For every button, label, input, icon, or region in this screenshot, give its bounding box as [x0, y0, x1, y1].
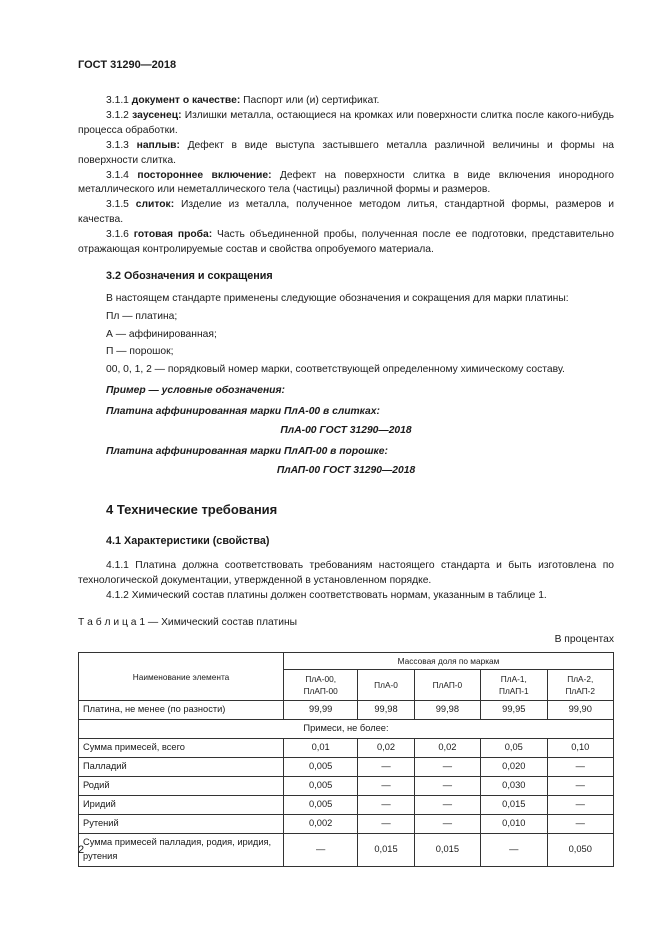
value-cell: —: [358, 776, 414, 795]
value-cell: 0,002: [284, 814, 358, 833]
value-cell: 0,02: [358, 738, 414, 757]
definition-text: Дефект на поверхности слитка в виде включения инородного металлического или неметаллического тела (частицы) различной формы и размеров.: [78, 169, 614, 196]
example-2-label: Платина аффинированная марки ПлАП-00 в порошке:: [106, 446, 388, 458]
example-title: Пример — условные обозначения:: [106, 385, 285, 397]
table-row: [79, 833, 614, 866]
section-3-2-intro: В настоящем стандарте применены следующие обозначения и сокращения для марки платины:: [106, 292, 569, 304]
section-3-2-title: 3.2 Обозначения и сокращения: [106, 270, 273, 283]
grade-header: ПлА-2, ПлАП-2: [547, 670, 613, 701]
abbreviation-line: П — порошок;: [106, 346, 174, 358]
definition-3.1.1: [78, 94, 614, 109]
definition-number: 3.1.5: [106, 199, 129, 211]
value-cell: 0,005: [284, 757, 358, 776]
grade-header: ПлА-1, ПлАП-1: [481, 670, 547, 701]
table-body: [79, 701, 614, 866]
element-name: Иридий: [79, 795, 284, 814]
chemical-composition-table: [78, 652, 614, 866]
impurities-header-row: [79, 720, 614, 738]
document-page: [78, 58, 614, 867]
impurities-header: Примеси, не более:: [79, 720, 614, 738]
grade-header: ПлАП-0: [414, 670, 480, 701]
value-cell: 0,005: [284, 795, 358, 814]
value-cell: —: [414, 757, 480, 776]
value-cell: 99,98: [414, 701, 480, 720]
table-head-group: Массовая доля по маркам: [284, 653, 614, 670]
table-row: [79, 795, 614, 814]
value-cell: —: [481, 833, 547, 866]
abbreviations-list: [78, 310, 614, 379]
definition-term: документ о качестве:: [131, 94, 241, 106]
table-unit: В процентах: [554, 634, 614, 646]
value-cell: 0,050: [547, 833, 613, 866]
example-2-code: ПлАП-00 ГОСТ 31290—2018: [276, 465, 416, 477]
value-cell: 0,10: [547, 738, 613, 757]
definition-3.1.6: [78, 228, 614, 258]
example-1-label: Платина аффинированная марки ПлА-00 в слитках:: [106, 406, 380, 418]
table-row: [79, 757, 614, 776]
element-name: Родий: [79, 776, 284, 795]
value-cell: 0,015: [414, 833, 480, 866]
value-cell: —: [414, 795, 480, 814]
definition-text: Дефект в виде выступа застывшего металла различной величины и формы на поверхности слитка.: [78, 139, 614, 166]
element-name: Сумма примесей палладия, родия, иридия, рутения: [79, 833, 284, 866]
value-cell: —: [414, 776, 480, 795]
table-row: [79, 738, 614, 757]
definition-text: Паспорт или (и) сертификат.: [240, 94, 380, 106]
table-head-name: Наименование элемента: [79, 653, 284, 701]
value-cell: 0,05: [481, 738, 547, 757]
grade-header: ПлА-0: [358, 670, 414, 701]
value-cell: 99,90: [547, 701, 613, 720]
definition-text: Часть объединенной пробы, полученная после ее подготовки, представительно отражающая контролируемые состав и свойства опробуемого материала.: [78, 229, 614, 256]
value-cell: 0,02: [414, 738, 480, 757]
value-cell: 0,01: [284, 738, 358, 757]
definition-term: наплыв:: [136, 139, 180, 151]
value-cell: 99,99: [284, 701, 358, 720]
value-cell: 99,98: [358, 701, 414, 720]
value-cell: 0,030: [481, 776, 547, 795]
definition-text: Изделие из металла, полученное методом литья, стандартной формы, размеров и качества.: [78, 199, 614, 226]
value-cell: —: [547, 814, 613, 833]
value-cell: —: [547, 795, 613, 814]
grade-header: ПлА-00, ПлАП-00: [284, 670, 358, 701]
definition-3.1.3: [78, 139, 614, 169]
example-1-code: ПлА-00 ГОСТ 31290—2018: [280, 425, 412, 437]
value-cell: 0,005: [284, 776, 358, 795]
table-caption: Т а б л и ц а 1 — Химический состав платины: [78, 617, 298, 629]
abbreviation-line: Пл — платина;: [106, 310, 178, 322]
value-cell: —: [358, 814, 414, 833]
value-cell: 99,95: [481, 701, 547, 720]
abbreviation-line: А — аффинированная;: [106, 328, 217, 340]
element-name: Сумма примесей, всего: [79, 738, 284, 757]
page-number: 2: [78, 844, 85, 856]
value-cell: —: [547, 757, 613, 776]
value-cell: 0,010: [481, 814, 547, 833]
definition-3.1.4: [78, 169, 614, 199]
value-cell: —: [414, 814, 480, 833]
definition-3.1.5: [78, 198, 614, 228]
value-cell: 0,015: [358, 833, 414, 866]
value-cell: —: [358, 795, 414, 814]
value-cell: —: [547, 776, 613, 795]
value-cell: —: [358, 757, 414, 776]
definition-term: слиток:: [135, 199, 175, 211]
definitions-list: [78, 94, 614, 258]
element-name: Платина, не менее (по разности): [79, 701, 284, 720]
element-name: Рутений: [79, 814, 284, 833]
definition-3.1.2: [78, 109, 614, 139]
element-name: Палладий: [79, 757, 284, 776]
definition-term: готовая проба:: [133, 229, 213, 241]
section-4-title: 4 Технические требования: [106, 501, 278, 517]
definition-text: Излишки металла, остающиеся на кромках или поверхности слитка после какого-нибудь процесса обработки.: [78, 109, 614, 136]
paragraph-4-1-2: 4.1.2 Химический состав платины должен соответствовать нормам, указанным в таблице 1.: [106, 590, 547, 602]
abbreviation-line: 00, 0, 1, 2 — порядковый номер марки, соответствующей определенному химическому составу.: [106, 364, 565, 376]
value-cell: —: [284, 833, 358, 866]
value-cell: 0,015: [481, 795, 547, 814]
definition-number: 3.1.3: [106, 139, 129, 151]
table-row: [79, 776, 614, 795]
table-row: [79, 701, 614, 720]
section-4-1-title: 4.1 Характеристики (свойства): [106, 534, 270, 547]
value-cell: 0,020: [481, 757, 547, 776]
definition-number: 3.1.2: [106, 109, 129, 121]
definition-number: 3.1.4: [106, 169, 129, 181]
definition-number: 3.1.1: [106, 94, 129, 106]
definition-term: постороннее включение:: [137, 169, 272, 181]
table-row: [79, 814, 614, 833]
paragraph-4-1-1: 4.1.1 Платина должна соответствовать требованиям настоящего стандарта и быть изготовлена по технологической документации, утвержденной в установленном порядке.: [78, 560, 614, 587]
definition-number: 3.1.6: [106, 229, 129, 241]
definition-term: заусенец:: [132, 109, 182, 121]
document-header: ГОСТ 31290—2018: [78, 59, 177, 71]
